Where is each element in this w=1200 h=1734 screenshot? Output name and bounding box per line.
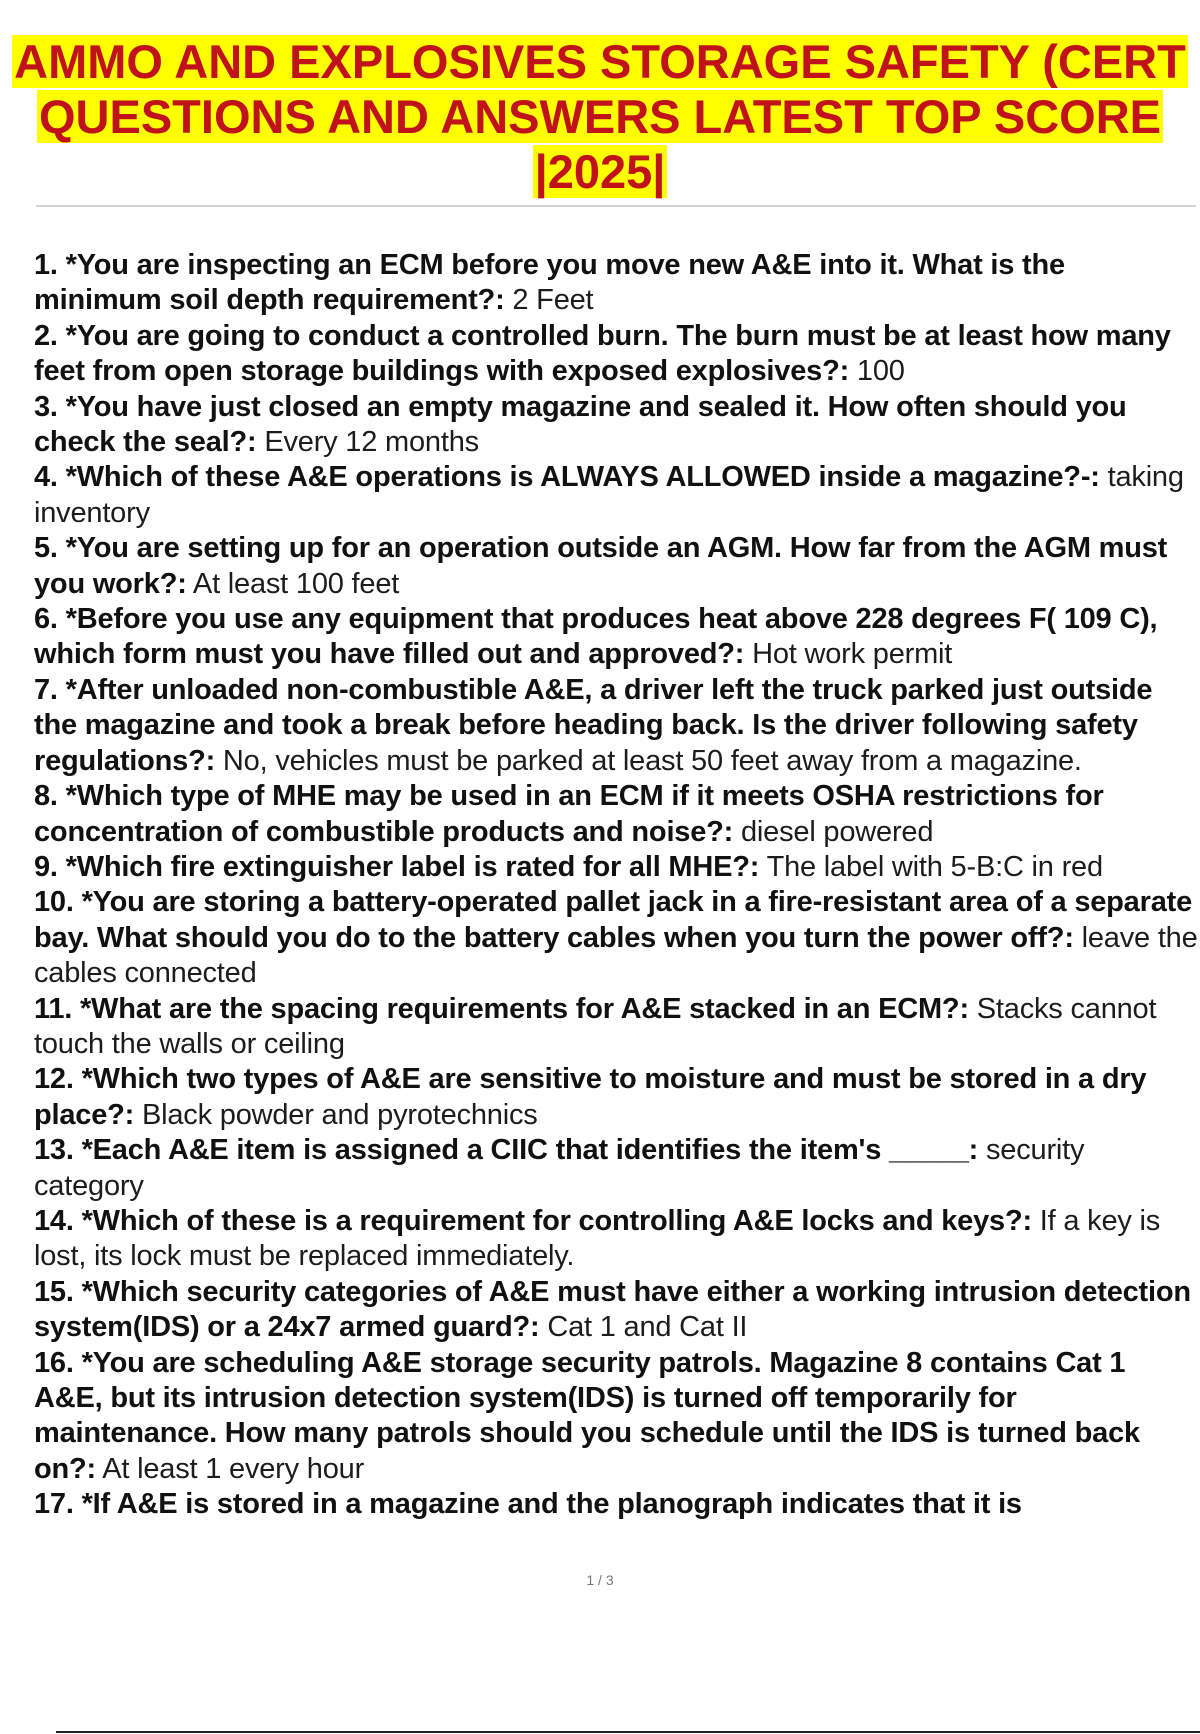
title-line-3: |2025| [534,145,666,198]
question-2: 2. *You are going to conduct a controlled burn. The burn must be at least how many feet from open storage buildings with exposed explosives?: [34,319,1171,388]
question-7: 7. *After unloaded non-combustible A&E, a driver left the truck parked just outside the magazine and took a break before heading back. Is the driver following safety regulations?: [34,673,1153,777]
question-5: 5. *You are setting up for an operation outside an AGM. How far from the AGM must you work?: [34,532,1168,600]
qa-item-15 [34,1275,1200,1346]
answer-7: No, vehicles must be parked at least 50 feet away from a magazine. [215,744,1082,777]
question-9: 9. *Which fire extinguisher label is rated for all MHE?: [34,850,760,883]
answer-13: security category [34,1134,1085,1202]
title-line-2: QUESTIONS AND ANSWERS LATEST TOP SCORE [38,90,1161,143]
qa-item-10 [34,885,1200,991]
question-17: 17. *If A&E is stored in a magazine and the planograph indicates that it is [34,1488,1022,1521]
answer-12: Black powder and pyrotechnics [134,1098,538,1131]
answer-11: Stacks cannot touch the walls or ceiling [34,992,1157,1060]
qa-item-5 [34,531,1200,602]
qa-item-6 [34,602,1200,673]
question-14: 14. *Which of these is a requirement for controlling A&E locks and keys?: [34,1204,1032,1237]
title-line-1: AMMO AND EXPLOSIVES STORAGE SAFETY (CERT [14,35,1186,88]
answer-4: taking inventory [34,461,1184,529]
answer-14: If a key is lost, its lock must be replaced immediately. [34,1204,1161,1273]
answer-10: leave the cables connected [34,921,1198,990]
qa-item-7 [34,673,1200,779]
answer-8: diesel powered [733,815,934,848]
qa-item-3 [34,390,1200,461]
document-title [0,34,1200,199]
question-16: 16. *You are scheduling A&E storage security patrols. Magazine 8 contains Cat 1 A&E, but its intrusion detection system(IDS) is turned off temporarily for maintenance. How many patrols should you schedule until the IDS is turned back on?: [34,1346,1140,1485]
answer-1: 2 Feet [504,284,594,317]
qa-item-16 [34,1346,1200,1488]
answer-5: At least 100 feet [186,567,400,600]
question-11: 11. *What are the spacing requirements for A&E stacked in an ECM?: [34,992,969,1025]
page-number: 1 / 3 [586,1572,614,1588]
answer-3: Every 12 months [256,426,479,459]
qa-item-12 [34,1062,1200,1133]
question-3: 3. *You have just closed an empty magazine and sealed it. How often should you check the seal?: [34,390,1127,459]
answer-2: 100 [849,355,905,388]
qa-item-17 [34,1487,1200,1522]
question-10: 10. *You are storing a battery-operated pallet jack in a fire-resistant area of a separate bay. What should you do to the battery cables when you turn the power off?: [34,886,1193,954]
bottom-divider [56,1731,1200,1733]
answer-6: Hot work permit [744,638,953,671]
answer-15: Cat 1 and Cat II [539,1311,748,1344]
qa-list [34,248,1200,1523]
question-4: 4. *Which of these A&E operations is ALWAYS ALLOWED inside a magazine?-: [34,461,1100,494]
question-15: 15. *Which security categories of A&E must have either a working intrusion detection system(IDS) or a 24x7 armed guard?: [34,1275,1191,1344]
question-13: 13. *Each A&E item is assigned a CIIC that identifies the item's _____: [34,1134,979,1167]
qa-item-13 [34,1133,1200,1204]
question-8: 8. *Which type of MHE may be used in an ECM if it meets OSHA restrictions for concentration of combustible products and noise?: [34,780,1104,848]
question-6: 6. *Before you use any equipment that produces heat above 228 degrees F( 109 C), which form must you have filled out and approved?: [34,603,1158,671]
question-12: 12. *Which two types of A&E are sensitive to moisture and must be stored in a dry place?: [34,1063,1147,1131]
question-1: 1. *You are inspecting an ECM before you move new A&E into it. What is the minimum soil depth requirement?: [34,249,1065,317]
qa-item-1 [34,248,1200,319]
qa-item-14 [34,1204,1200,1275]
qa-item-2 [34,319,1200,390]
qa-item-9 [34,850,1200,885]
qa-item-8 [34,779,1200,850]
title-divider [36,205,1196,207]
answer-9: The label with 5-B:C in red [759,850,1103,883]
qa-item-11 [34,992,1200,1063]
qa-item-4 [34,460,1200,531]
answer-16: At least 1 every hour [96,1452,365,1485]
